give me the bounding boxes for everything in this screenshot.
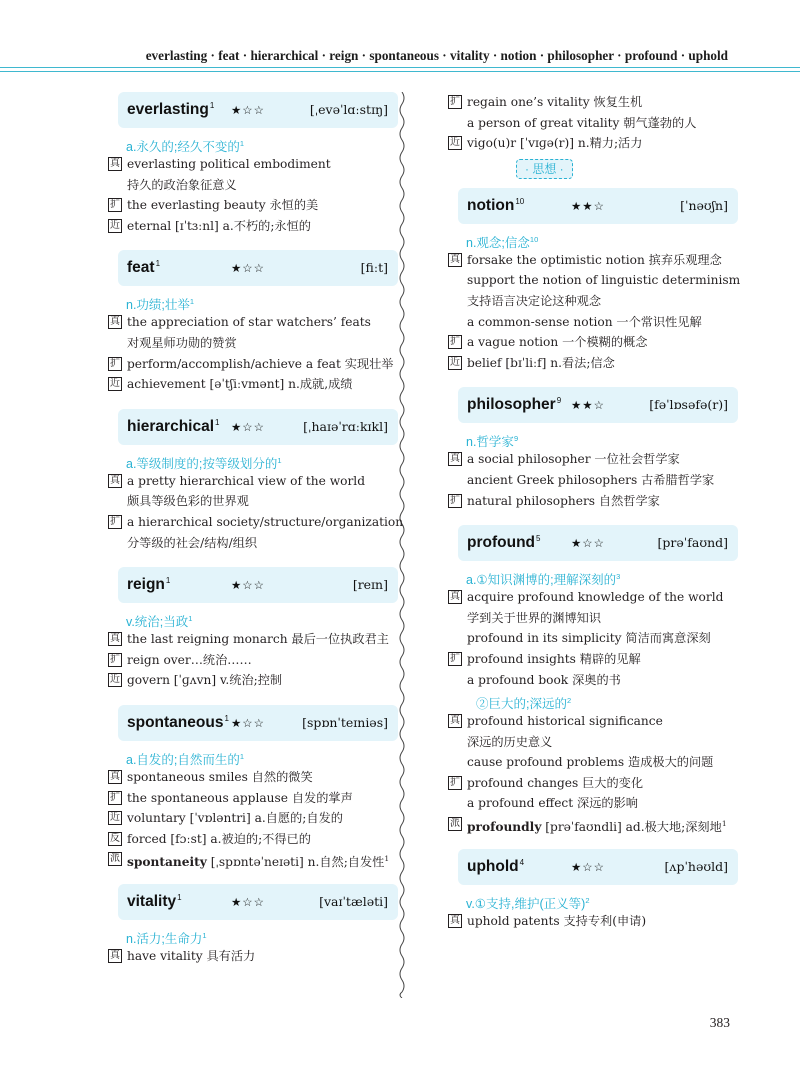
example-line: 真 a pretty hierarchical view of the world bbox=[110, 473, 366, 488]
sense-label: n.观念;信念$^{10}$ bbox=[466, 234, 539, 250]
entry-hierarchical bbox=[100, 409, 404, 553]
phonetic: [spɒnˈteɪniəs] bbox=[302, 714, 388, 730]
example-line: 扩 a hierarchical society/structure/organization bbox=[110, 514, 404, 529]
phonetic: [reɪn] bbox=[352, 577, 388, 593]
example-line: 持久的政治象征意义 bbox=[127, 177, 237, 192]
example-line: 扩 perform/accomplish/achieve a feat 实现壮举 bbox=[110, 356, 394, 371]
phonetic: [vaɪˈtæləti] bbox=[319, 893, 388, 909]
entry-everlasting bbox=[100, 92, 390, 236]
headword: notion$^{10}$ bbox=[467, 196, 525, 214]
example-line: 颇具等级色彩的世界观 bbox=[127, 494, 249, 509]
example-line: 分等级的社会/结构/组织 bbox=[127, 535, 258, 550]
header-rule-thin bbox=[0, 71, 800, 72]
word-bar bbox=[458, 387, 738, 423]
sense-label: a.自发的;自然而生的$^1$ bbox=[126, 751, 245, 768]
star-rating: ★☆☆ bbox=[571, 536, 605, 551]
tag-badge: 真 bbox=[110, 949, 120, 961]
tag-badge: 扩 bbox=[450, 336, 460, 348]
phonetic: [fəˈlɒsəfə(r)] bbox=[649, 397, 728, 413]
star-rating: ★☆☆ bbox=[571, 859, 605, 874]
sense-label: a.永久的;经久不变的$^1$ bbox=[126, 139, 245, 155]
tag-badge: 近 bbox=[110, 219, 120, 231]
phonetic: [prəˈfaʊnd] bbox=[657, 535, 728, 551]
headword: hierarchical$^1$ bbox=[127, 417, 220, 435]
star-rating: ★☆☆ bbox=[231, 578, 265, 593]
tag-badge: 真 bbox=[450, 253, 460, 265]
example-line: 扩 reign over…统治…… bbox=[110, 652, 252, 667]
word-bar bbox=[118, 250, 398, 286]
tag-badge: 近 bbox=[110, 674, 120, 686]
headword: vitality$^1$ bbox=[127, 892, 182, 911]
tag-badge: 反 bbox=[110, 832, 120, 844]
tag-badge: 真 bbox=[110, 633, 120, 645]
word-bar bbox=[118, 884, 398, 920]
example-line: 派 profoundly [prəˈfaʊndli] ad.极大地;深刻地$^1$ bbox=[450, 818, 727, 835]
tag-badge: 扩 bbox=[450, 96, 460, 107]
headword: reign$^1$ bbox=[127, 576, 171, 594]
headword: everlasting$^1$ bbox=[127, 101, 215, 119]
example-line: 支持语言决定论这种观念 bbox=[467, 293, 602, 308]
example-line: 真 acquire profound knowledge of the world bbox=[450, 590, 724, 605]
entry-feat bbox=[100, 250, 394, 394]
tag-badge: 真 bbox=[450, 453, 460, 465]
example-line: 派 spontaneity [ˌspɒntəˈneɪəti] n.自然;自发性$^1$ bbox=[110, 853, 390, 870]
example-line: a person of great vitality 朝气蓬勃的人 bbox=[467, 115, 697, 130]
word-bar bbox=[118, 92, 398, 128]
phonetic: [ˌevəˈlɑːstɪŋ] bbox=[309, 102, 388, 117]
sense-label: v.①支持,维护(正义等)$^2$ bbox=[466, 895, 590, 911]
sense-label: a.等级制度的;按等级划分的$^1$ bbox=[126, 455, 282, 471]
tag-badge: 真 bbox=[110, 158, 120, 169]
example-line: 学到关于世界的渊博知识 bbox=[467, 610, 602, 625]
tag-badge: 真 bbox=[450, 715, 460, 727]
example-line: 近 eternal [ɪˈtɜːnl] a.不朽的;永恒的 bbox=[110, 218, 311, 233]
example-line: profound in its simplicity 简洁而寓意深刻 bbox=[467, 631, 711, 646]
example-line: 扩 profound insights 精辟的见解 bbox=[450, 651, 641, 666]
entry-philosopher bbox=[440, 387, 730, 511]
word-bar bbox=[458, 188, 738, 224]
tag-badge: 近 bbox=[110, 812, 120, 824]
word-bar bbox=[118, 705, 398, 741]
sense-label: a.①知识渊博的;理解深刻的$^3$ bbox=[466, 572, 621, 588]
header-rule bbox=[0, 67, 800, 68]
example-line: 真 have vitality 具有活力 bbox=[110, 948, 256, 963]
example-line: 扩 profound changes 巨大的变化 bbox=[450, 775, 644, 790]
entry-vitality-continued bbox=[440, 92, 730, 154]
example-line: 扩 the everlasting beauty 永恒的美 bbox=[110, 198, 319, 213]
example-line: 反 forced [fɔːst] a.被迫的;不得已的 bbox=[110, 831, 311, 846]
entry-spontaneous bbox=[100, 705, 390, 870]
page-number: 383 bbox=[709, 1015, 730, 1030]
star-rating: ★☆☆ bbox=[231, 103, 265, 117]
headword: philosopher$^9$ bbox=[467, 396, 562, 414]
example-line: a common-sense notion 一个常识性见解 bbox=[467, 314, 702, 329]
word-bar bbox=[118, 567, 398, 603]
sense-label: n.哲学家$^9$ bbox=[466, 434, 519, 450]
tag-badge: 近 bbox=[450, 356, 460, 368]
entry-notion bbox=[440, 188, 741, 374]
headword: feat$^1$ bbox=[127, 259, 161, 277]
example-line: 深远的历史意义 bbox=[467, 734, 553, 749]
star-rating: ★☆☆ bbox=[231, 419, 265, 434]
example-line: support the notion of linguistic determinism bbox=[467, 273, 741, 288]
example-line: 近 vigo(u)r [ˈvɪɡə(r)] n.精力;活力 bbox=[450, 136, 643, 151]
tag-badge: 扩 bbox=[450, 776, 460, 788]
example-line: 真 spontaneous smiles 自然的微笑 bbox=[110, 769, 313, 784]
sense-label: ②巨大的;深远的$^2$ bbox=[476, 696, 572, 712]
entry-profound bbox=[440, 525, 730, 835]
entry-uphold bbox=[440, 849, 730, 932]
example-line: 近 govern [ˈɡʌvn] v.统治;控制 bbox=[110, 673, 283, 688]
tag-badge: 扩 bbox=[110, 515, 120, 527]
tag-badge: 真 bbox=[450, 591, 460, 603]
tag-badge: 扩 bbox=[110, 199, 120, 211]
star-rating: ★☆☆ bbox=[231, 894, 265, 909]
example-line: 真 the last reigning monarch 最后一位执政君主 bbox=[110, 632, 389, 647]
right-column bbox=[440, 92, 741, 931]
tag-badge: 近 bbox=[450, 137, 460, 149]
example-line: 真 the appreciation of star watchers’ feats bbox=[110, 315, 371, 330]
tag-badge: 真 bbox=[110, 770, 120, 782]
sense-label: n.功绩;壮举$^1$ bbox=[126, 297, 195, 313]
star-rating: ★★☆ bbox=[571, 198, 605, 213]
example-line: 近 voluntary [ˈvɒləntri] a.自愿的;自发的 bbox=[110, 811, 343, 826]
example-line: a profound book 深奥的书 bbox=[467, 672, 621, 687]
example-line: a profound effect 深远的影响 bbox=[467, 796, 638, 811]
sense-label: n.活力;生命力$^1$ bbox=[126, 930, 207, 947]
tag-badge: 真 bbox=[110, 474, 120, 486]
star-rating: ★☆☆ bbox=[231, 715, 265, 730]
example-line: 真 uphold patents 支持专利(申请) bbox=[450, 913, 647, 928]
example-line: 对观星师功勋的赞赏 bbox=[127, 335, 237, 350]
tag-badge: 派 bbox=[110, 853, 120, 865]
example-line: 近 achievement [əˈtʃiːvmənt] n.成就,成绩 bbox=[110, 377, 353, 392]
sense-label: v.统治;当政$^1$ bbox=[126, 614, 193, 630]
star-rating: ★★☆ bbox=[571, 398, 605, 413]
example-line: ancient Greek philosophers 古希腊哲学家 bbox=[467, 472, 715, 487]
page-header bbox=[0, 0, 800, 75]
example-line: 真 forsake the optimistic notion 摈弃乐观理念 bbox=[450, 252, 722, 267]
example-line: 扩 the spontaneous applause 自发的掌声 bbox=[110, 790, 353, 805]
word-bar bbox=[118, 409, 398, 445]
word-bar bbox=[458, 849, 738, 885]
section-label: · 思想 · bbox=[516, 159, 573, 179]
column-divider bbox=[397, 92, 407, 998]
word-bar bbox=[458, 525, 738, 561]
left-column bbox=[100, 92, 404, 966]
phonetic: [ˌhaɪəˈrɑːkɪkl] bbox=[303, 418, 388, 434]
phonetic: [ʌpˈhəʊld] bbox=[664, 858, 728, 874]
example-line: 真 a social philosopher 一位社会哲学家 bbox=[450, 452, 680, 467]
headword: uphold$^4$ bbox=[467, 857, 525, 875]
example-line: 真 profound historical significance bbox=[450, 714, 663, 729]
tag-badge: 真 bbox=[450, 914, 460, 926]
tag-badge: 扩 bbox=[450, 494, 460, 506]
phonetic: [ˈnəʊʃn] bbox=[680, 197, 728, 213]
tag-badge: 真 bbox=[110, 316, 120, 328]
headword: spontaneous$^1$ bbox=[127, 713, 229, 732]
tag-badge: 扩 bbox=[110, 791, 120, 803]
star-rating: ★☆☆ bbox=[231, 261, 265, 276]
tag-badge: 扩 bbox=[110, 653, 120, 665]
tag-badge: 近 bbox=[110, 378, 120, 390]
header-title: everlasting · feat · hierarchical · reign · spontaneous · vitality · notion · philosopher · profound · uphold bbox=[145, 48, 728, 63]
example-line: 扩 natural philosophers 自然哲学家 bbox=[450, 493, 660, 508]
tag-badge: 派 bbox=[450, 818, 460, 830]
tag-badge: 扩 bbox=[450, 652, 460, 664]
tag-badge: 扩 bbox=[110, 357, 120, 369]
section-heading bbox=[440, 154, 730, 184]
entry-reign bbox=[100, 567, 390, 691]
example-line: 扩 regain one’s vitality 恢复生机 bbox=[450, 95, 643, 109]
example-line: cause profound problems 造成极大的问题 bbox=[467, 755, 714, 770]
phonetic: [fiːt] bbox=[360, 260, 388, 276]
example-line: 真 everlasting political embodiment bbox=[110, 157, 331, 171]
example-line: 扩 a vague notion 一个模糊的概念 bbox=[450, 335, 648, 350]
example-line: 近 belief [bɪˈliːf] n.看法;信念 bbox=[450, 355, 615, 370]
entry-vitality bbox=[100, 884, 390, 967]
headword: profound$^5$ bbox=[467, 534, 541, 552]
